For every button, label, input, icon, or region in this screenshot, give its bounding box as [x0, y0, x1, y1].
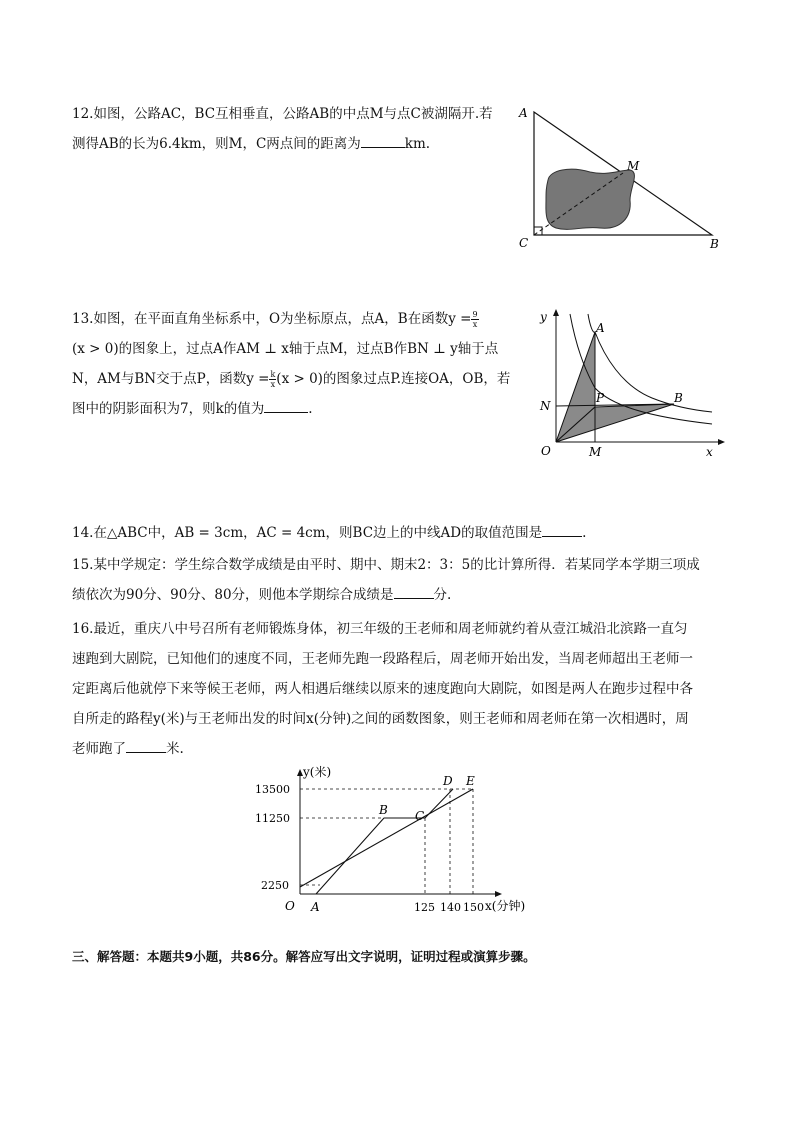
fig16-point-b: B	[379, 803, 388, 817]
lake-shape	[546, 169, 635, 229]
fig12-label-c: C	[519, 236, 529, 250]
fig16-ytick-11250: 11250	[255, 812, 290, 825]
q14-line	[72, 518, 722, 548]
fig16-x-label: x(分钟)	[485, 899, 526, 913]
fig13-label-a: A	[596, 321, 605, 335]
frac1-den: x	[472, 320, 478, 329]
figure-12-triangle	[510, 100, 730, 255]
q16-line-2: 速跑到大剧院，已知他们的速度不同，王老师先跑一段路程后，周老师开始出发，当周老师超出王老师一	[72, 651, 693, 667]
fig16-y-label: y(米)	[303, 765, 332, 779]
answer-blank-12[interactable]	[361, 132, 405, 148]
fig13-label-m: M	[589, 445, 602, 459]
fig13-label-b: B	[674, 391, 683, 405]
question-15	[72, 550, 722, 610]
fig16-ytick-13500: 13500	[255, 783, 290, 796]
answer-blank-15[interactable]	[394, 583, 434, 599]
fig16-point-a: A	[311, 900, 320, 914]
q13-line-3	[72, 364, 512, 394]
fig13-label-x: x	[706, 445, 713, 459]
frac2-num: k	[270, 370, 276, 379]
fig12-label-a: A	[519, 106, 528, 120]
fig13-label-n: N	[540, 399, 551, 413]
section-3-heading: 三、解答题：本题共9小题，共86分。解答应写出文字说明，证明过程或演算步骤。	[72, 949, 536, 964]
fraction-9-over-x	[471, 310, 478, 329]
question-13	[72, 304, 512, 424]
q13-end: .	[308, 401, 313, 417]
q14-text: 14.在△ABC中，AB = 3cm，AC = 4cm，则BC边上的中线AD的取值范围是	[72, 525, 543, 541]
fig16-ytick-2250: 2250	[261, 879, 289, 892]
answer-blank-13[interactable]	[264, 397, 308, 413]
q12-unit: km.	[404, 136, 431, 152]
fig16-origin: O	[285, 899, 295, 913]
q13-text-4: 图中的阴影面积为7，则k的值为	[72, 401, 265, 417]
answer-blank-14[interactable]	[542, 521, 582, 537]
frac1-num: 9	[472, 310, 478, 319]
q13-text-3b: (x > 0)的图象过点P.连接OA，OB，若	[276, 371, 511, 387]
q12-line-1: 12.如图，公路AC，BC互相垂直，公路AB的中点M与点C被湖隔开.若	[72, 106, 493, 122]
fig16-xtick-150: 150	[463, 901, 484, 914]
q12-text: 测得AB的长为6.4km，则M，C两点间的距离为	[72, 136, 361, 152]
fig13-label-y: y	[540, 310, 547, 324]
fig16-point-d: D	[443, 774, 453, 788]
q15-end: 分.	[433, 587, 452, 603]
q16-line-4: 自所走的路程y(米)与王老师出发的时间x(分钟)之间的函数图象，则王老师和周老师在第一次相遇时，周	[72, 711, 689, 727]
fig16-xtick-125: 125	[414, 901, 435, 914]
q13-line-1	[72, 304, 512, 334]
frac2-den: x	[270, 380, 276, 389]
q16-line-3: 定距离后他就停下来等候王老师，两人相遇后继续以原来的速度跑向大剧院，如图是两人在跑步过程中各	[72, 681, 693, 697]
q13-text-3a: N，AM与BN交于点P，函数y =	[72, 371, 270, 387]
q15-text-2: 绩依次为90分、90分、80分，则他本学期综合成绩是	[72, 587, 394, 603]
q14-end: .	[582, 525, 587, 541]
fig13-label-o: O	[541, 444, 551, 458]
question-16	[72, 614, 722, 764]
fig12-label-m: M	[627, 159, 640, 173]
fig12-label-b: B	[710, 237, 719, 251]
fig13-label-p: P	[596, 391, 605, 405]
q12-line-2	[72, 129, 502, 159]
answer-blank-16[interactable]	[126, 737, 166, 753]
q15-line-2	[72, 580, 722, 610]
q15-line-1: 15.某中学规定：学生综合数学成绩是由平时、期中、期末2：3：5的比计算所得．若某同学本学期三项成	[72, 557, 700, 573]
question-12	[72, 99, 502, 159]
figure-13-coordinate	[532, 306, 732, 461]
q13-line-4	[72, 394, 512, 424]
figure-16-graph	[245, 760, 545, 920]
fig16-point-c: C	[415, 809, 425, 823]
fig16-point-e: E	[466, 774, 475, 788]
fig16-xtick-140: 140	[440, 901, 461, 914]
q13-text-1: 13.如图，在平面直角坐标系中，O为坐标原点，点A，B在函数y =	[72, 311, 472, 327]
q16-end: 米.	[166, 741, 184, 757]
q13-line-2: (x > 0)的图象上，过点A作AM ⊥ x轴于点M，过点B作BN ⊥ y轴于点	[72, 341, 499, 357]
question-14	[72, 518, 722, 548]
q16-text-5: 老师跑了	[72, 741, 126, 757]
q16-line-1: 16.最近，重庆八中号召所有老师锻炼身体，初三年级的王老师和周老师就约着从壹江城沿北滨路一直匀	[72, 621, 688, 637]
